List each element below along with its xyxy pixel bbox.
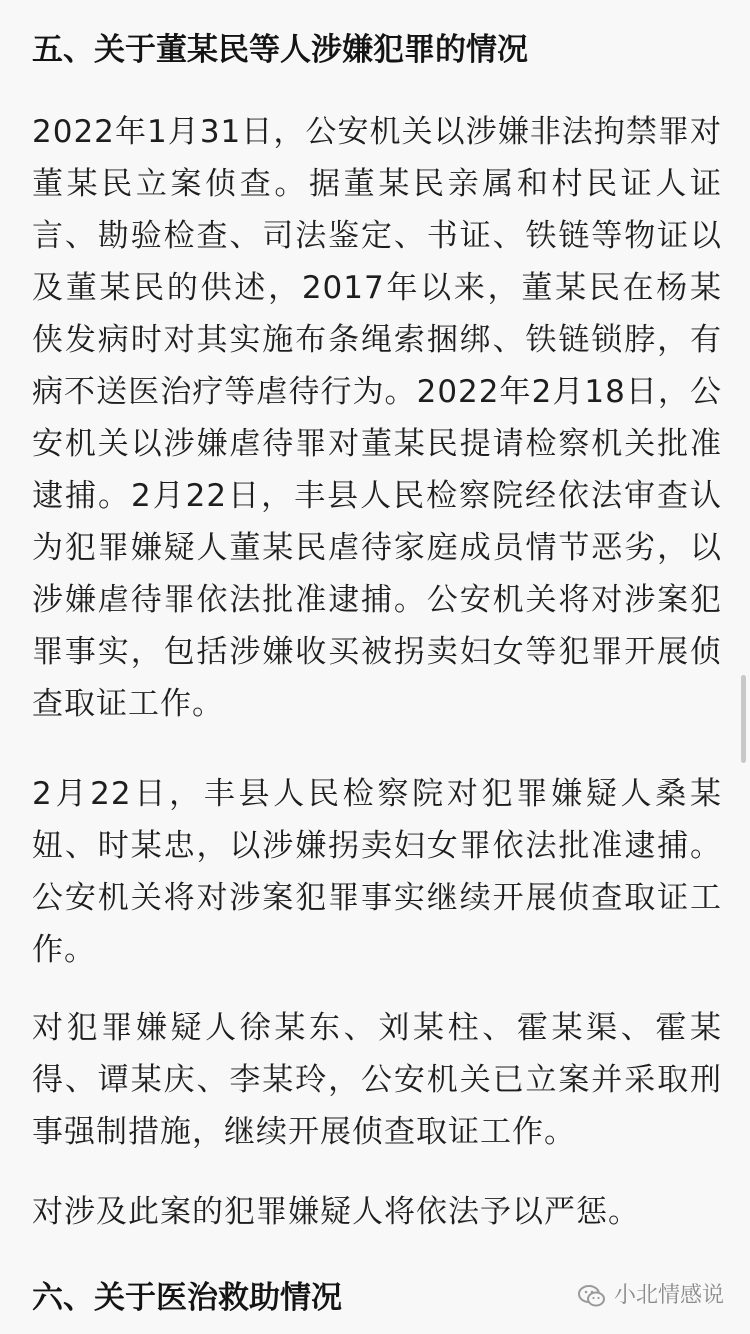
watermark	[578, 1282, 724, 1310]
paragraph-punishment: 对涉及此案的犯罪嫌疑人将依法予以严惩。	[32, 1194, 640, 1230]
paragraph-other-suspects: 对犯罪嫌疑人徐某东、刘某柱、霍某渠、霍某得、谭某庆、李某玲，公安机关已立案并采取刑事强制措施，继续开展侦查取证工作。	[32, 1010, 722, 1150]
section-heading-5: 五、关于董某民等人涉嫌犯罪的情况	[32, 32, 528, 68]
paragraph-arrest-approval: 2月22日，丰县人民检察院对犯罪嫌疑人桑某妞、时某忠，以涉嫌拐卖妇女罪依法批准逮捕。公安机关将对涉案犯罪事实继续开展侦查取证工作。	[32, 776, 722, 968]
wechat-icon	[578, 1284, 606, 1308]
paragraph-case-investigation: 2022年1月31日，公安机关以涉嫌非法拘禁罪对董某民立案侦查。据董某民亲属和村民证人证言、勘验检查、司法鉴定、书证、铁链等物证以及董某民的供述，2017年以来，董某民在杨某侠发病时对其实施布条绳索捆绑、铁链锁脖，有病不送医治疗等虐待行为。2022年2月18日，公安机关以涉嫌虐待罪对董某民提请检察机关批准逮捕。2月22日，丰县人民检察院经依法审查认为犯罪嫌疑人董某民虐待家庭成员情节恶劣，以涉嫌虐待罪依法批准逮捕。公安机关将对涉案犯罪事实，包括涉嫌收买被拐卖妇女等犯罪开展侦查取证工作。	[32, 114, 722, 722]
section-heading-6: 六、关于医治救助情况	[32, 1280, 342, 1316]
vertical-scrollbar[interactable]	[741, 675, 746, 763]
watermark-text: 小北情感说	[613, 1283, 724, 1308]
